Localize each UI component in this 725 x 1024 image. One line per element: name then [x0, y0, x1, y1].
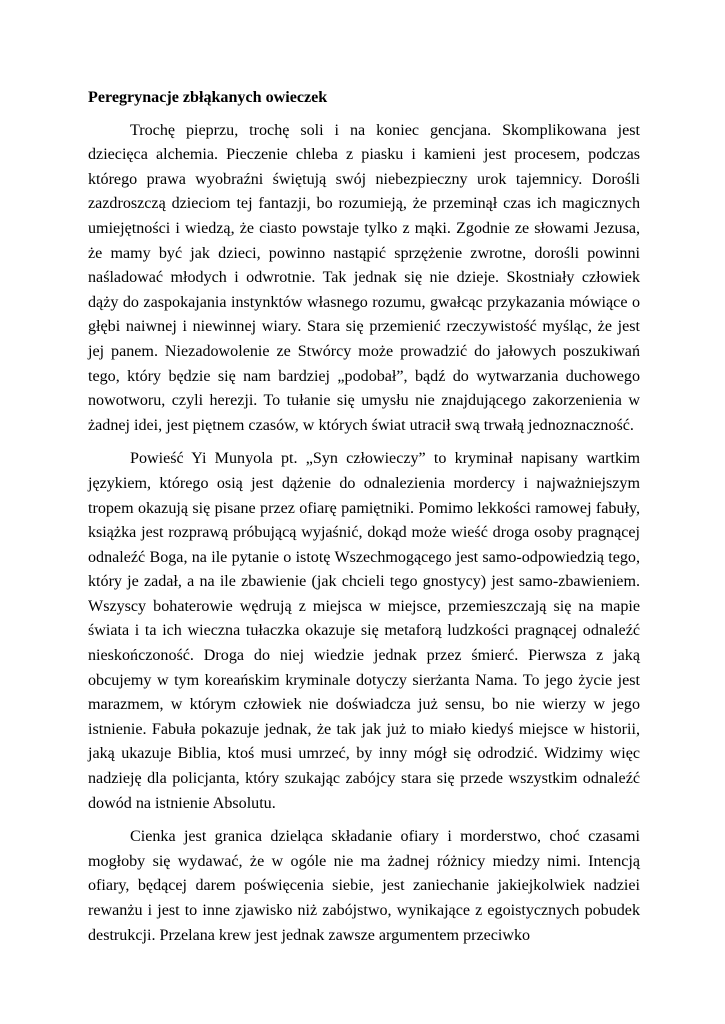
document-page: [88, 86, 640, 957]
document-title: Peregrynacje zbłąkanych owieczek: [88, 89, 328, 106]
paragraph-1: Trochę pieprzu, trochę soli i na koniec gencjana. Skomplikowana jest dziecięca alchemia. Pieczenie chleba z piasku i kamieni jest procesem, podczas którego prawa wyobraźni świętują swój niebezpieczny urok tajemnicy. Dorośli zazdroszczą dzieciom tej fantazji, bo rozumieją, że przeminął czas ich magicznych umiejętności i wiedzą, że ciasto powstaje tylko z mąki. Zgodnie ze słowami Jezusa, że mamy być jak dzieci, powinno nastąpić sprzężenie zwrotne, dorośli powinni naśladować młodych i odwrotnie. Tak jednak się nie dzieje. Skostniały człowiek dąży do zaspokajania instynktów własnego rozumu, gwałcąc przykazania mówiące o głębi naiwnej i niewinnej wiary. Stara się przemienić rzeczywistość myśląc, że jest jej panem. Niezadowolenie ze Stwórcy może prowadzić do jałowych poszukiwań tego, który będzie się nam bardziej „podobał”, bądź do wytwarzania duchowego nowotworu, czyli herezji. To tułanie się umysłu nie znajdującego zakorzenienia w żadnej idei, jest piętnem czasów, w których świat utracił swą trwałą jednoznaczność.: [88, 121, 640, 434]
paragraph-2: Powieść Yi Munyola pt. „Syn człowieczy” to kryminał napisany wartkim językiem, którego osią jest dążenie do odnalezienia mordercy i najważniejszym tropem okazują się pisane przez ofiarę pamiętniki. Pomimo lekkości ramowej fabuły, książka jest rozprawą próbującą wyjaśnić, dokąd może wieść droga osoby pragnącej odnaleźć Boga, na ile pytanie o istotę Wszechmogącego jest samo-odpowiedzią tego, który je zadał, a na ile zbawienie (jak chcieli tego gnostycy) jest samo-zbawieniem. Wszyscy bohaterowie wędrują z miejsca w miejsce, przemieszczają się na mapie świata i ta ich wieczna tułaczka okazuje się metaforą ludzkości pragnącej odnaleźć nieskończoność. Droga do niej wiedzie jednak przez śmierć. Pierwsza z jaką obcujemy w tym koreańskim kryminale dotyczy sierżanta Nama. To jego życie jest marazmem, w którym człowiek nie doświadcza już sensu, bo nie wierzy w jego istnienie. Fabuła pokazuje jednak, że tak jak już to miało kiedyś miejsce w historii, jaką ukazuje Biblia, ktoś musi umrzeć, by inny mógł się odrodzić. Widzimy więc nadzieję dla policjanta, który szukając zabójcy stara się przede wszystkim odnaleźć dowód na istnienie Absolutu.: [88, 450, 640, 812]
paragraph-3: Cienka jest granica dzieląca składanie ofiary i morderstwo, choć czasami mogłoby się wydawać, że w ogóle nie ma żadnej różnicy miedzy nimi. Intencją ofiary, będącej darem poświęcenia siebie, jest zaniechanie jakiejkolwiek nadziei rewanżu i jest to inne zjawisko niż zabójstwo, wynikające z egoistycznych pobudek destrukcji. Przelana krew jest jednak zawsze argumentem przeciwko: [88, 828, 640, 944]
